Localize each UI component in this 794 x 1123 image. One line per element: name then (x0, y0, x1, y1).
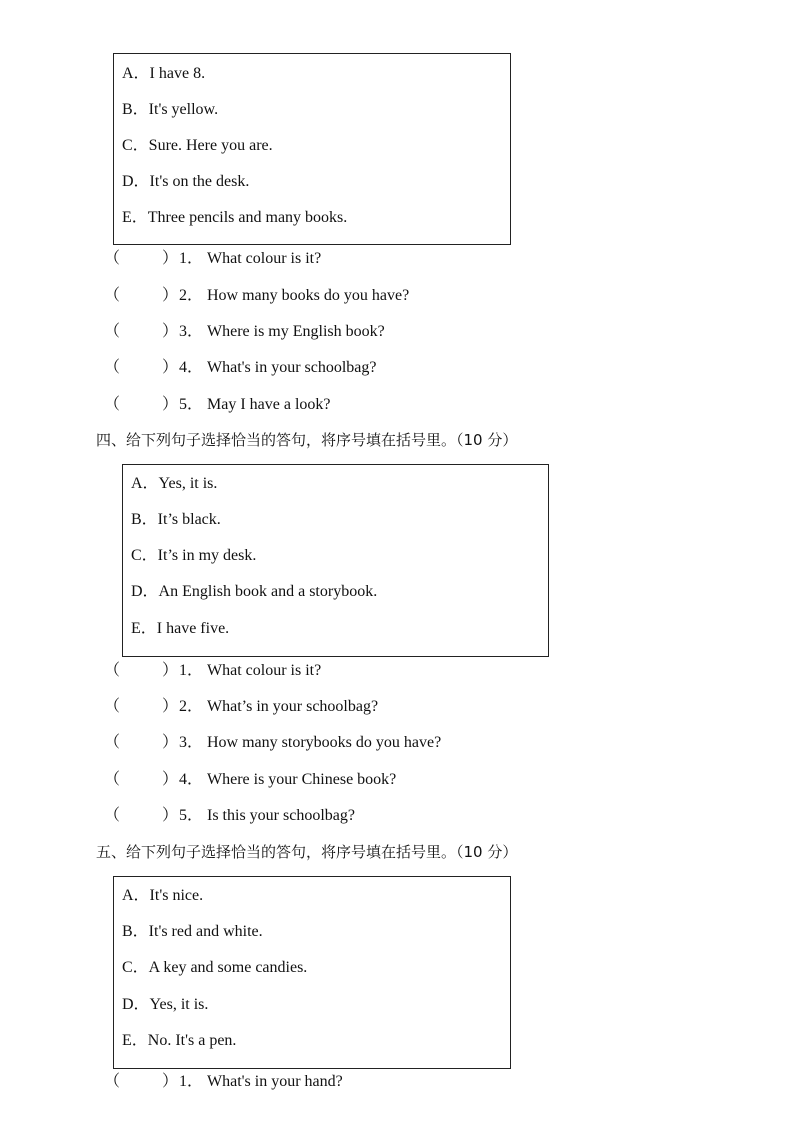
options-box-section5 (113, 876, 511, 1069)
question-number: 2． (179, 287, 204, 304)
question-number: 3． (179, 734, 204, 751)
answer-bracket-open[interactable]: （ (104, 734, 121, 751)
section-heading-4: 四、给下列句子选择恰当的答句，将序号填在括号里。（10 分） (96, 431, 518, 449)
answer-bracket-open[interactable]: （ (104, 287, 121, 304)
answer-bracket-open[interactable]: （ (104, 250, 121, 267)
option-e: E．Three pencils and many books. (122, 209, 348, 226)
question-text: How many books do you have? (207, 287, 410, 304)
question-text: What colour is it? (207, 250, 322, 267)
question-number: 1． (179, 250, 204, 267)
answer-bracket-open[interactable]: （ (104, 807, 121, 824)
question-text: How many storybooks do you have? (207, 734, 442, 751)
option-a: A．Yes, it is. (131, 475, 218, 492)
question-number: 5． (179, 807, 204, 824)
answer-bracket-close: ） (162, 662, 179, 679)
answer-bracket-close: ） (162, 1073, 179, 1090)
question-text: Where is your Chinese book? (207, 771, 397, 788)
question-text: What's in your hand? (207, 1073, 343, 1090)
answer-bracket-open[interactable]: （ (104, 1073, 121, 1090)
question-text: What’s in your schoolbag? (207, 698, 379, 715)
question-text: Is this your schoolbag? (207, 807, 355, 824)
answer-bracket-open[interactable]: （ (104, 698, 121, 715)
answer-bracket-open[interactable]: （ (104, 662, 121, 679)
answer-bracket-close: ） (162, 287, 179, 304)
section-heading-5: 五、给下列句子选择恰当的答句，将序号填在括号里。（10 分） (96, 843, 518, 861)
options-box-section4 (122, 464, 549, 657)
question-number: 3． (179, 323, 204, 340)
answer-bracket-close: ） (162, 807, 179, 824)
options-box-section3 (113, 53, 511, 245)
option-d: D．It's on the desk. (122, 173, 250, 190)
answer-bracket-close: ） (162, 250, 179, 267)
option-c: C．It’s in my desk. (131, 547, 257, 564)
option-b: B．It's yellow. (122, 101, 219, 118)
option-b: B．It’s black. (131, 511, 221, 528)
question-text: What colour is it? (207, 662, 322, 679)
question-number: 5． (179, 396, 204, 413)
question-number: 1． (179, 662, 204, 679)
option-a: A．It's nice. (122, 887, 204, 904)
answer-bracket-open[interactable]: （ (104, 323, 121, 340)
question-number: 4． (179, 359, 204, 376)
option-d: D．An English book and a storybook. (131, 583, 378, 600)
answer-bracket-open[interactable]: （ (104, 396, 121, 413)
option-c: C．Sure. Here you are. (122, 137, 273, 154)
option-e: E．No. It's a pen. (122, 1032, 237, 1049)
answer-bracket-close: ） (162, 771, 179, 788)
answer-bracket-close: ） (162, 734, 179, 751)
question-text: What's in your schoolbag? (207, 359, 377, 376)
option-a: A．I have 8. (122, 65, 206, 82)
answer-bracket-close: ） (162, 323, 179, 340)
question-text: Where is my English book? (207, 323, 385, 340)
question-number: 2． (179, 698, 204, 715)
question-number: 4． (179, 771, 204, 788)
answer-bracket-open[interactable]: （ (104, 771, 121, 788)
question-text: May I have a look? (207, 396, 331, 413)
answer-bracket-close: ） (162, 698, 179, 715)
option-c: C．A key and some candies. (122, 959, 308, 976)
option-e: E．I have five. (131, 620, 230, 637)
question-number: 1． (179, 1073, 204, 1090)
option-b: B．It's red and white. (122, 923, 263, 940)
answer-bracket-close: ） (162, 359, 179, 376)
answer-bracket-open[interactable]: （ (104, 359, 121, 376)
option-d: D．Yes, it is. (122, 996, 209, 1013)
answer-bracket-close: ） (162, 396, 179, 413)
